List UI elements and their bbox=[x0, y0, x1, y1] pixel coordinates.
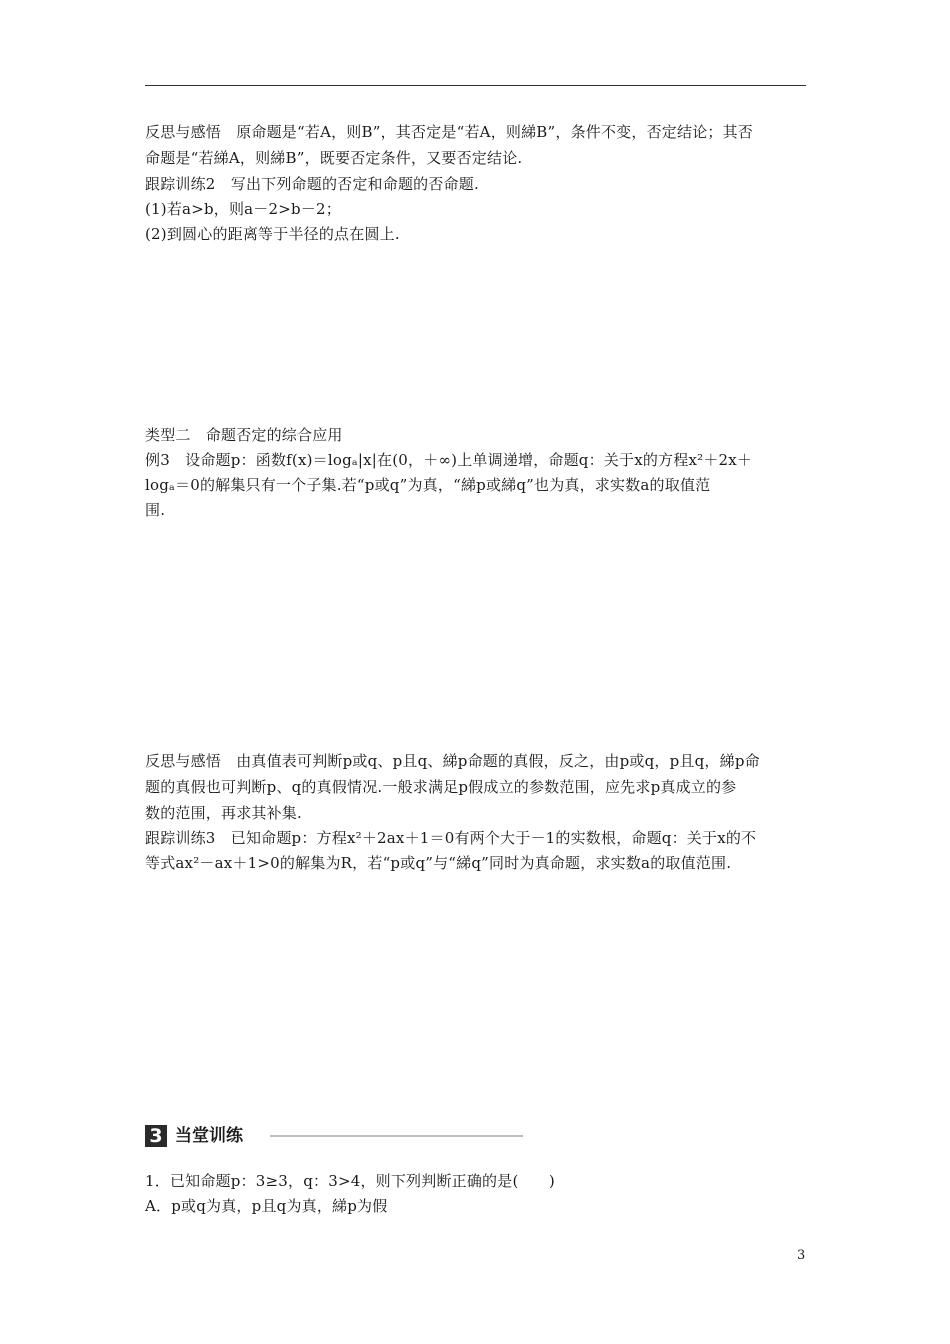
exercise-3-line-1: 跟踪训练3 已知命题p：方程x²＋2ax＋1＝0有两个大于－1的实数根，命题q：关于x的不 bbox=[145, 829, 757, 847]
section-title: 当堂训练 bbox=[175, 1126, 243, 1146]
section-number-badge: 3 bbox=[145, 1125, 167, 1147]
section-rule bbox=[270, 1135, 523, 1137]
reflection-1-line-2: 命题是“若綈A，则綈B”，既要否定条件，又要否定结论. bbox=[145, 149, 523, 167]
reflection-2-line-2: 题的真假也可判断p、q的真假情况.一般求满足p假成立的参数范围，应先求p真成立的参 bbox=[145, 778, 737, 796]
exercise-2-item-1: (1)若a>b，则a－2>b－2； bbox=[145, 200, 341, 218]
exercise-2-title: 跟踪训练2 写出下列命题的否定和命题的否命题. bbox=[145, 175, 479, 193]
question-1-option-a: A．p或q为真，p且q为真，綈p为假 bbox=[145, 1197, 388, 1215]
reflection-2-line-1: 反思与感悟 由真值表可判断p或q、p且q、綈p命题的真假，反之，由p或q，p且q，綈p命 bbox=[145, 752, 760, 770]
type-2-heading: 类型二 命题否定的综合应用 bbox=[145, 426, 343, 444]
page-number: 3 bbox=[797, 1248, 806, 1263]
reflection-2-line-3: 数的范围，再求其补集. bbox=[145, 804, 302, 822]
example-3-line-2: logₐ＝0的解集只有一个子集.若“p或q”为真，“綈p或綈q”也为真，求实数a的取值范 bbox=[145, 476, 711, 494]
example-3-line-3: 围. bbox=[145, 501, 166, 519]
question-1-stem: 1．已知命题p：3≥3，q：3>4，则下列判断正确的是( ) bbox=[145, 1172, 555, 1190]
example-3-line-1: 例3 设命题p：函数f(x)＝logₐ|x|在(0，＋∞)上单调递增，命题q：关于x的方程x²＋2x＋ bbox=[145, 451, 753, 469]
exercise-2-item-2: (2)到圆心的距离等于半径的点在圆上. bbox=[145, 225, 400, 243]
header-rule bbox=[145, 85, 806, 86]
exercise-3-line-2: 等式ax²－ax＋1>0的解集为R，若“p或q”与“綈q”同时为真命题，求实数a的取值范围. bbox=[145, 854, 732, 872]
reflection-1-line-1: 反思与感悟 原命题是“若A，则B”，其否定是“若A，则綈B”，条件不变，否定结论；其否 bbox=[145, 123, 753, 141]
